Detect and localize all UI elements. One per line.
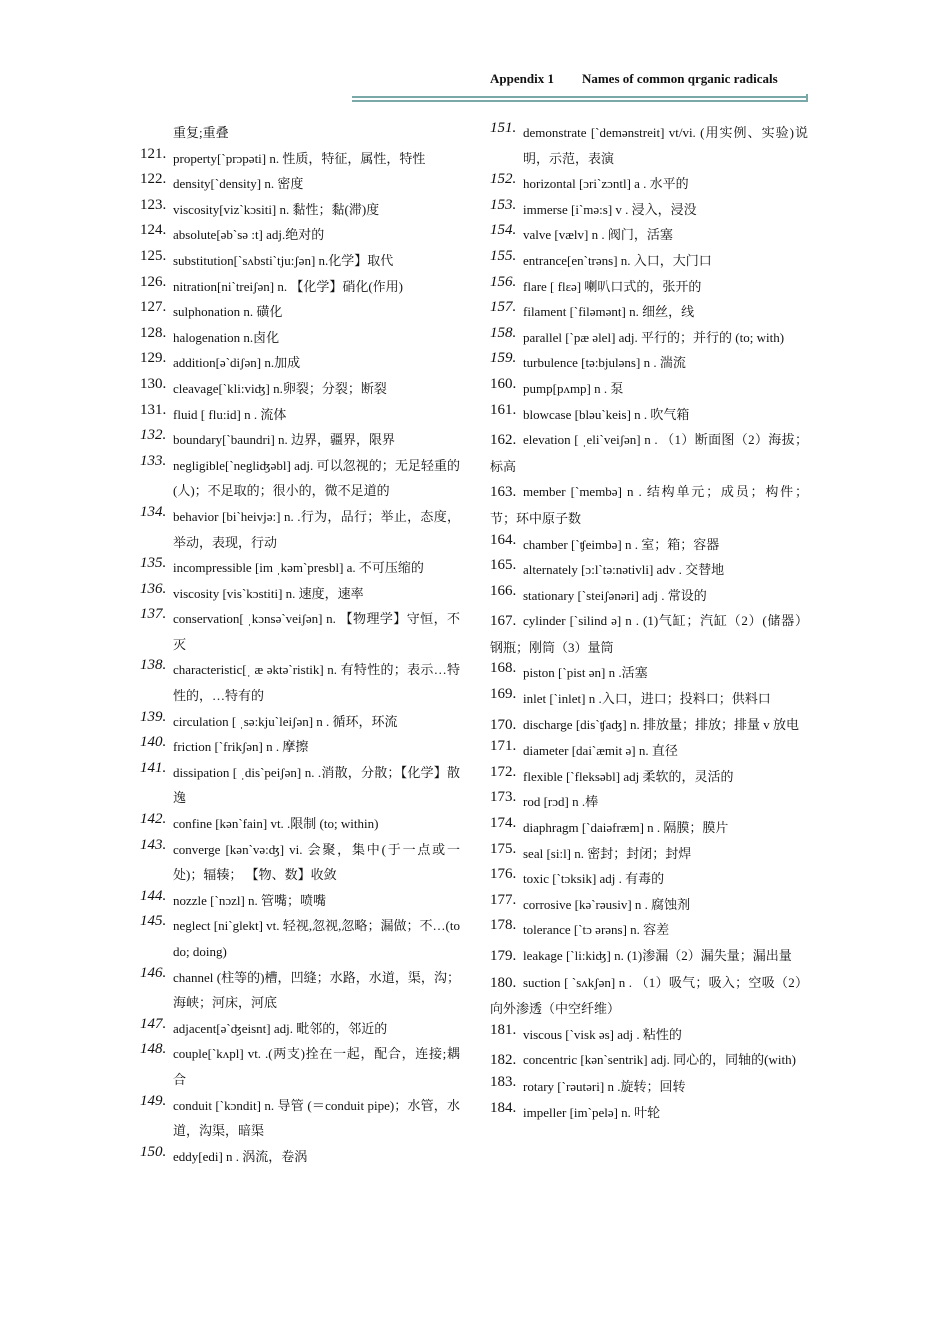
vocab-entry (140, 274, 460, 300)
entry-number: 170. (490, 716, 517, 733)
header-section-title: Names of common qrganic radicals (581, 71, 778, 86)
right-column (490, 120, 808, 1125)
entry-text: toxic [`tɔksik] adj . 有毒的 (523, 871, 665, 887)
entry-number: 177. (490, 891, 517, 908)
entry-number: 178. (490, 917, 517, 934)
entry-number: 153. (490, 196, 517, 213)
entry-text: leakage [`li:kiʤ] n. (1)渗漏（2）漏失量；漏出量 (523, 948, 792, 963)
entry-text: adjacent[ə`ʤeisnt] adj. 毗邻的，邻近的 (173, 1020, 388, 1036)
entry-text: nitration[ni`treiʃən] n. 【化学】硝化(作用) (173, 278, 403, 294)
entry-number: 150. (140, 1143, 167, 1160)
entry-text: incompressible [im ˌkəm`presbl] a. 不可压缩的 (173, 560, 424, 576)
entry-text: diaphragm [`daiəfræm] n . 隔膜；膜片 (523, 820, 729, 836)
entry-text: viscosity[viz`kɔsiti] n. 黏性；黏(滞)度 (173, 201, 380, 217)
vocab-entry (140, 197, 460, 223)
entry-number: 122. (140, 171, 167, 188)
entry-text: piston [`pist ən] n .活塞 (523, 665, 648, 681)
vocab-entry (490, 1047, 808, 1074)
vocab-entry (490, 686, 808, 712)
vocab-entry (490, 376, 808, 402)
entry-number: 121. (140, 145, 167, 162)
header-title (490, 71, 810, 87)
vocab-entry (490, 712, 808, 739)
entry-number: 146. (140, 964, 167, 981)
vocab-entry (140, 581, 460, 607)
entry-number: 123. (140, 196, 167, 213)
header-rule-cap (806, 94, 808, 102)
vocab-entry (140, 760, 460, 811)
vocab-entry (490, 222, 808, 248)
entry-text: flare [ flɛə] 喇叭口式的，张开的 (523, 278, 702, 294)
vocab-entry (490, 764, 808, 790)
entry-text: boundary[`baundri] n. 边界，疆界，限界 (173, 432, 396, 448)
entry-text: chamber [`ʧeimbə] n . 室；箱；容器 (523, 536, 720, 552)
entry-number: 137. (140, 606, 167, 623)
entry-text: impeller [im`pelə] n. 叶轮 (523, 1104, 661, 1120)
vocab-entry (490, 171, 808, 197)
header-rule-bottom (352, 100, 808, 102)
vocab-entry (490, 402, 808, 428)
entry-number: 159. (490, 350, 517, 367)
entry-text: converge [kən`və:ʤ] vi. 会聚，集中(于一点或一处)；辐辏； 【物、数】收敛 (173, 841, 460, 883)
entry-number: 174. (490, 815, 517, 832)
entry-number: 168. (490, 660, 517, 677)
vocab-entry (490, 350, 808, 376)
entry-number: 132. (140, 427, 167, 444)
entry-number: 133. (140, 452, 167, 469)
vocab-entry (490, 427, 808, 479)
entry-text: channel (柱等的)槽，凹缝；水路，水道，渠，沟；海峡；河床，河底 (173, 969, 460, 1011)
entry-number: 140. (140, 734, 167, 751)
entry-number: 148. (140, 1041, 167, 1058)
vocab-entry (490, 325, 808, 351)
entry-number: 135. (140, 555, 167, 572)
entry-number: 167. (490, 613, 517, 630)
vocab-entry (490, 789, 808, 815)
vocab-entry (140, 1144, 460, 1170)
vocab-entry (490, 970, 808, 1022)
entry-text: entrance[en`trəns] n. 入口，大门口 (523, 252, 712, 268)
entry-text: circulation [ ˌsə:kju`leiʃən] n . 循环，环流 (173, 713, 398, 729)
entry-text: eddy[edi] n . 涡流，卷涡 (173, 1148, 308, 1164)
vocab-entry (140, 657, 460, 708)
entry-text: elevation [ ˌeli`veiʃən] n . （1）断面图（2）海拔；标高 (490, 432, 808, 474)
vocab-entry (490, 738, 808, 764)
entry-number: 126. (140, 273, 167, 290)
entry-number: 179. (490, 948, 517, 964)
entry-number: 163. (490, 484, 517, 501)
vocab-entry (490, 1100, 808, 1126)
entry-number: 161. (490, 401, 517, 418)
entry-text: absolute[əb`sə :t] adj.绝对的 (173, 227, 325, 243)
entry-number: 184. (490, 1099, 517, 1116)
entry-number: 166. (490, 582, 517, 599)
entry-text: valve [vælv] n . 阀门，活塞 (523, 227, 673, 243)
entry-text: behavior [bi`heivjə:] n. .行为，品行；举止，态度，举动，表现，行动 (173, 508, 460, 550)
entry-text: property[`prɔpəti] n. 性质，特征，属性，特性 (173, 150, 426, 166)
entry-text: filament [`filəmənt] n. 细丝，线 (523, 304, 695, 320)
entry-number: 139. (140, 708, 167, 725)
header-rule-top (352, 96, 808, 98)
vocab-entry (490, 274, 808, 300)
vocab-entry (140, 1041, 460, 1092)
entry-number: 130. (140, 375, 167, 392)
entry-text: horizontal [ɔri`zɔntl] a . 水平的 (523, 176, 689, 192)
entry-number: 182. (490, 1052, 517, 1069)
entry-number: 169. (490, 686, 517, 703)
entry-number: 138. (140, 657, 167, 674)
vocab-entry (140, 606, 460, 657)
vocab-entry (140, 504, 460, 555)
vocab-entry (490, 917, 808, 943)
entry-number: 157. (490, 299, 517, 316)
entry-text: flexible [`fleksəbl] adj 柔软的，灵活的 (523, 768, 734, 784)
vocab-entry (490, 479, 808, 531)
entry-number: 144. (140, 887, 167, 904)
entry-number: 147. (140, 1015, 167, 1032)
entry-number: 155. (490, 247, 517, 264)
entry-text: demonstrate [`demənstreit] vt/vi. (用实例、实验)说明，示范，表演 (523, 125, 808, 166)
entry-number: 136. (140, 580, 167, 597)
entry-number: 172. (490, 763, 517, 780)
entry-number: 131. (140, 401, 167, 418)
header-appendix: Appendix 1 (490, 71, 554, 86)
vocab-entry (140, 350, 460, 376)
entry-text: suction [ `sʌkʃən] n . （1）吸气；吸入；空吸（2）向外渗透（中空纤维） (490, 974, 808, 1017)
vocab-entry (490, 120, 808, 171)
vocab-entry (140, 453, 460, 504)
entry-text: friction [`frikʃən] n . 摩擦 (173, 739, 309, 755)
entry-number: 127. (140, 299, 167, 316)
entry-text: diameter [dai`æmit ə] n. 直径 (523, 743, 678, 759)
entry-text: substitution[`sʌbsti`tju:ʃən] n.化学】取代 (173, 252, 394, 268)
vocab-entry (490, 1022, 808, 1048)
entry-number: 141. (140, 759, 167, 776)
entry-number: 128. (140, 324, 167, 341)
entry-text: cylinder [`silind ə] n . (1)气缸；汽缸（2）(储器）钢瓶；刚筒（3）量筒 (490, 613, 808, 655)
entry-text: sulphonation n. 磺化 (173, 304, 283, 320)
entry-text: tolerance [`tɔ ərəns] n. 容差 (523, 922, 670, 938)
entry-number: 154. (490, 222, 517, 239)
vocab-entry (140, 913, 460, 964)
vocab-entry (490, 1074, 808, 1100)
vocab-entry (490, 248, 808, 274)
vocab-entry (490, 815, 808, 841)
entry-text: cleavage[`kli:viʤ] n.卵裂；分裂；断裂 (173, 380, 387, 396)
entry-text: couple[`kʌpl] vt. .(两支)拴在一起，配合，连接;耦合 (173, 1046, 460, 1087)
entry-text: concentric [kən`sentrik] adj. 同心的，同轴的(with) (523, 1052, 796, 1068)
entry-number: 129. (140, 350, 167, 367)
entry-text: dissipation [ ˌdis`peiʃən] n. .消散，分散；【化学】散逸 (173, 764, 460, 806)
vocab-entry (490, 608, 808, 660)
vocab-entry (490, 197, 808, 223)
vocab-entry (490, 866, 808, 892)
vocab-entry (140, 146, 460, 172)
vocab-entry (140, 299, 460, 325)
entry-text: characteristic[ˌ æ əktə`ristik] n. 有特性的；表示…特性的，…特有的 (173, 662, 460, 704)
vocab-entry (140, 888, 460, 914)
entry-number: 175. (490, 840, 517, 857)
vocab-entry (140, 325, 460, 351)
vocab-entry (490, 892, 808, 918)
entry-number: 125. (140, 247, 167, 264)
entry-text: turbulence [tə:bjuləns] n . 湍流 (523, 355, 686, 371)
entry-text: halogenation n.卤化 (173, 329, 280, 345)
entry-text: density[`density] n. 密度 (173, 176, 304, 192)
entry-number: 145. (140, 913, 167, 930)
right-entry-list (490, 120, 808, 1125)
entry-text: nozzle [`nɔzl] n. 管嘴；喷嘴 (173, 892, 327, 908)
entry-number: 183. (490, 1073, 517, 1090)
entry-number: 162. (490, 432, 517, 449)
left-column (140, 120, 460, 1169)
vocab-entry (140, 837, 460, 888)
entry-text: parallel [`pæ əlel] adj. 平行的；并行的 (to; with) (523, 329, 785, 345)
vocab-entry (490, 532, 808, 558)
entry-number: 176. (490, 866, 517, 883)
entry-number: 158. (490, 324, 517, 341)
entry-number: 152. (490, 171, 517, 188)
vocab-entry (140, 1093, 460, 1144)
entry-text: stationary [`steiʃənəri] adj . 常设的 (523, 587, 707, 603)
vocab-entry (140, 376, 460, 402)
left-entry-list (140, 146, 460, 1170)
entry-number: 165. (490, 557, 517, 574)
entry-number: 173. (490, 789, 517, 806)
vocab-entry (490, 841, 808, 867)
entry-text: viscous [`visk əs] adj . 粘性的 (523, 1026, 682, 1042)
entry-text: conduit [`kɔndit] n. 导管 (＝conduit pipe)；水管，水道，沟渠，暗渠 (173, 1097, 460, 1139)
entry-text: member [`membə] n . 结构单元；成员；构件；节；环中原子数 (490, 484, 808, 526)
vocab-entry (490, 583, 808, 609)
entry-number: 142. (140, 811, 167, 828)
entry-number: 124. (140, 222, 167, 239)
vocab-entry (140, 427, 460, 453)
entry-text: fluid [ flu:id] n . 流体 (173, 406, 287, 422)
vocab-entry (140, 811, 460, 837)
vocab-entry (490, 660, 808, 686)
entry-text: inlet [`inlet] n .入口，进口；投料口；供料口 (523, 691, 771, 707)
entry-number: 151. (490, 120, 517, 136)
entry-number: 149. (140, 1092, 167, 1109)
entry-text: blowcase [bləu`keis] n . 吹气箱 (523, 406, 690, 422)
vocab-entry (140, 709, 460, 735)
entry-text: alternately [ɔ:l`tə:nətivli] adv . 交替地 (523, 562, 725, 578)
entry-text: viscosity [vis`kɔstiti] n. 速度，速率 (173, 585, 364, 601)
vocab-entry (140, 555, 460, 581)
entry-text: discharge [dis`ʧaʤ] n. 排放量；排放；排量 v 放电 (523, 716, 799, 732)
entry-number: 171. (490, 738, 517, 755)
entry-text: rod [rɔd] n .棒 (523, 794, 599, 810)
entry-number: 180. (490, 974, 517, 991)
entry-number: 134. (140, 503, 167, 520)
entry-text: corrosive [kə`rəusiv] n . 腐蚀剂 (523, 896, 691, 912)
vocab-entry (140, 402, 460, 428)
vocab-entry (140, 222, 460, 248)
vocab-entry (490, 557, 808, 583)
entry-text: rotary [`rəutəri] n .旋转；回转 (523, 1078, 686, 1094)
entry-number: 160. (490, 375, 517, 392)
entry-number: 156. (490, 273, 517, 290)
entry-number: 143. (140, 836, 167, 853)
vocab-entry (140, 965, 460, 1016)
vocab-entry (140, 248, 460, 274)
entry-number: 181. (490, 1021, 517, 1038)
entry-text: immerse [i`mə:s] v . 浸入，浸没 (523, 201, 697, 217)
continuation-text: 重复;重叠 (173, 125, 229, 140)
entry-text: addition[ə`diʃən] n.加成 (173, 355, 301, 371)
vocab-entry (140, 1016, 460, 1042)
entry-number: 164. (490, 531, 517, 548)
vocab-entry (490, 299, 808, 325)
vocab-entry (140, 734, 460, 760)
vocab-entry (490, 943, 808, 970)
entry-text: pump[pʌmp] n . 泵 (523, 380, 624, 396)
entry-text: neglect [ni`glekt] vt. 轻视,忽视,忽略；漏做；不…(to do; doing) (173, 918, 460, 959)
entry-text: conservation[ ˌkɔnsə`veiʃən] n. 【物理学】守恒，不灭 (173, 611, 460, 652)
entry-text: negligible[`negliʤəbl] adj. 可以忽视的；无足轻重的(人)；不足取的；很小的，微不足道的 (173, 457, 460, 499)
entry-text: seal [si:l] n. 密封；封闭；封焊 (523, 845, 692, 861)
entry-text: confine [kən`fain] vt. .限制 (to; within) (173, 816, 379, 832)
vocab-entry (140, 171, 460, 197)
